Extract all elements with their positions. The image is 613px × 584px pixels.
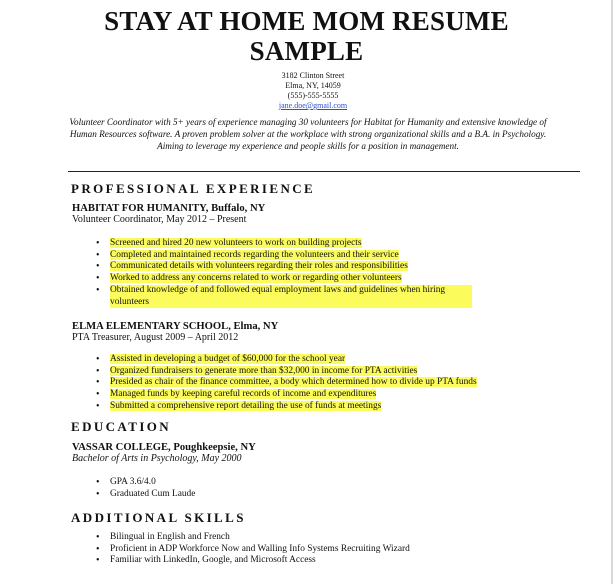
resume-title-line1: STAY AT HOME MOM RESUME (104, 6, 509, 36)
highlighted-text: Presided as chair of the finance committee, a body which determined how to divide up PTA funds (110, 377, 477, 388)
highlighted-text: Obtained knowledge of and followed equal employment laws and guidelines when hiring volunteers (110, 285, 472, 308)
highlighted-text: Organized fundraisers to generate more than $32,000 in income for PTA activities (110, 365, 418, 376)
contact-street: 3182 Clinton Street (281, 71, 345, 80)
list-item (0, 261, 472, 273)
list-item (0, 354, 477, 366)
highlighted-text: Screened and hired 20 new volunteers to work on building projects (110, 238, 362, 248)
highlighted-text: Completed and maintained records regarding the volunteers and their service (110, 249, 399, 260)
job-1-org: HABITAT FOR HUMANITY, Buffalo, NY (72, 203, 266, 214)
list-item: • Graduated Cum Laude (0, 489, 195, 501)
list-item (0, 389, 477, 401)
list-item: • GPA 3.6/4.0 (0, 477, 195, 489)
list-item (0, 366, 477, 378)
job-2-org: ELMA ELEMENTARY SCHOOL, Elma, NY (72, 321, 279, 332)
list-item (0, 401, 477, 413)
skills-heading: ADDITIONAL SKILLS (71, 510, 246, 525)
header-divider (68, 171, 580, 172)
job-2-role: PTA Treasurer, August 2009 – April 2012 (72, 332, 239, 343)
list-item (0, 377, 477, 389)
highlighted-text: Assisted in developing a budget of $60,000 for the school year (110, 354, 346, 364)
education-degree: Bachelor of Arts in Psychology, May 2000 (72, 453, 242, 464)
list-item: • Proficient in ADP Workforce Now and Walling Info Systems Recruiting Wizard (0, 544, 410, 556)
job-1-role: Volunteer Coordinator, May 2012 – Present (72, 214, 247, 225)
list-item (0, 238, 472, 250)
contact-email-link[interactable]: jane.doe@gmail.com (278, 101, 348, 110)
contact-phone: (555)-555-5555 (287, 91, 339, 100)
contact-block (248, 71, 378, 111)
list-item: • Bilingual in English and French (0, 532, 410, 544)
highlighted-text: Worked to address any concerns related to work or regarding other volunteers (110, 273, 402, 284)
job-1-bullets (0, 238, 472, 308)
list-item (0, 250, 472, 262)
education-school: VASSAR COLLEGE, Poughkeepsie, NY (72, 442, 256, 453)
education-heading: EDUCATION (71, 419, 172, 434)
summary-paragraph: Volunteer Coordinator with 5+ years of experience managing 30 volunteers for Habitat for Humanity and extensive knowledge of Human Resources software. A proven problem solver at the workplace with strong organizational skills and a B.A. in Psychology. Aiming to leverage my experience and people skills for a position in management. (69, 117, 547, 152)
highlighted-text: Communicated details with volunteers regarding their roles and responsibilities (110, 261, 408, 272)
experience-heading: PROFESSIONAL EXPERIENCE (71, 181, 316, 196)
job-2-bullets (0, 354, 477, 413)
list-item: • Familiar with LinkedIn, Google, and Microsoft Access (0, 555, 410, 567)
skills-bullets (0, 532, 410, 567)
highlighted-text: Managed funds by keeping careful records of income and expenditures (110, 389, 377, 400)
highlighted-text: Submitted a comprehensive report detailing the use of funds at meetings (110, 400, 382, 411)
list-item (0, 285, 472, 308)
education-bullets (0, 477, 195, 500)
resume-title (0, 6, 613, 66)
list-item (0, 273, 472, 285)
contact-city: Elma, NY, 14059 (285, 81, 341, 90)
resume-title-line2: SAMPLE (249, 36, 364, 66)
